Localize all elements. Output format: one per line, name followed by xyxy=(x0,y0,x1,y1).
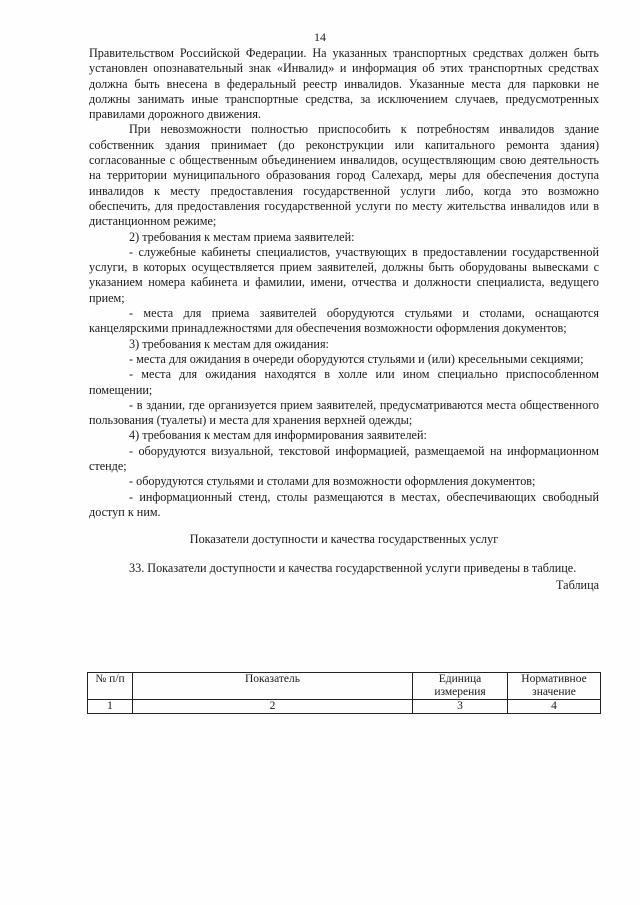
paragraph: 2) требования к местам приема заявителей: xyxy=(129,229,355,244)
item-33-paragraph: 33. Показатели доступности и качества государственной услуги приведены в таблице. xyxy=(129,560,577,575)
header-indicator: Показатель xyxy=(133,673,413,700)
indicators-table xyxy=(87,672,601,714)
table-cell: 1 xyxy=(88,700,133,714)
header-number: № п/п xyxy=(88,673,133,700)
section-heading: Показатели доступности и качества государственных услуг xyxy=(189,532,499,547)
paragraph: 3) требования к местам для ожидания: xyxy=(129,336,329,351)
page-number: 14 xyxy=(314,30,326,44)
table-cell: 3 xyxy=(413,700,508,714)
paragraph: - служебные кабинеты специалистов, участвующих в предоставлении государственной услуги, в которых осуществляется прием заявителей, должны быть оборудованы вывесками с указанием номера кабинета и фамилии, имени, отчества и должности специалиста, ведущего прием; xyxy=(89,244,599,305)
document-body xyxy=(89,46,599,599)
paragraph: - места для ожидания находятся в холле или ином специально приспособленном помещении; xyxy=(89,367,599,397)
header-norm-value: Нормативное значение xyxy=(508,673,601,700)
paragraph: 4) требования к местам для информирования заявителей: xyxy=(129,428,427,443)
table-header-row xyxy=(88,673,601,700)
paragraph: - оборудуются визуальной, текстовой информацией, размещаемой на информационном стенде; xyxy=(89,443,599,474)
paragraph: - информационный стенд, столы размещаются в местах, обеспечивающих свободный доступ к ним. xyxy=(89,489,599,519)
table-cell: 2 xyxy=(133,700,413,714)
paragraph: - в здании, где организуется прием заявителей, предусматриваются места общественного пользования (туалеты) и места для хранения верхней одежды; xyxy=(89,397,599,428)
paragraph: - оборудуются стульями и столами для возможности оформления документов; xyxy=(129,474,536,489)
paragraph: - места для ожидания в очереди оборудуются стульями и (или) кресельными секциями; xyxy=(129,351,584,366)
paragraph: - места для приема заявителей оборудуются стульями и столами, оснащаются канцелярскими принадлежностями для обеспечения возможности оформления документов; xyxy=(89,306,599,336)
paragraph: При невозможности полностью приспособить к потребностям инвалидов здание собственник здания принимает (до реконструкции или капитального ремонта здания) согласованные с общественным объединением инвалидов, осуществляющим свою деятельность на территории муниципального образования город Салехард, меры для обеспечения доступа инвалидов к месту предоставления государственной услуги либо, когда это возможно обеспечить, для предоставления государственной услуги по месту жительства инвалидов или в дистанционном режиме; xyxy=(89,122,599,229)
paragraph: Правительством Российской Федерации. На указанных транспортных средствах должен быть установлен опознавательный знак «Инвалид» и информация об этих транспортных средствах должна быть внесена в федеральный реестр инвалидов. Указанные места для парковки не должны занимать иные транспортные средства, за исключением случаев, предусмотренных правилами дорожного движения. xyxy=(89,46,599,122)
table-row xyxy=(88,700,601,714)
header-unit: Единица измерения xyxy=(413,673,508,700)
table-caption: Таблица xyxy=(556,577,599,592)
table-cell: 4 xyxy=(508,700,601,714)
